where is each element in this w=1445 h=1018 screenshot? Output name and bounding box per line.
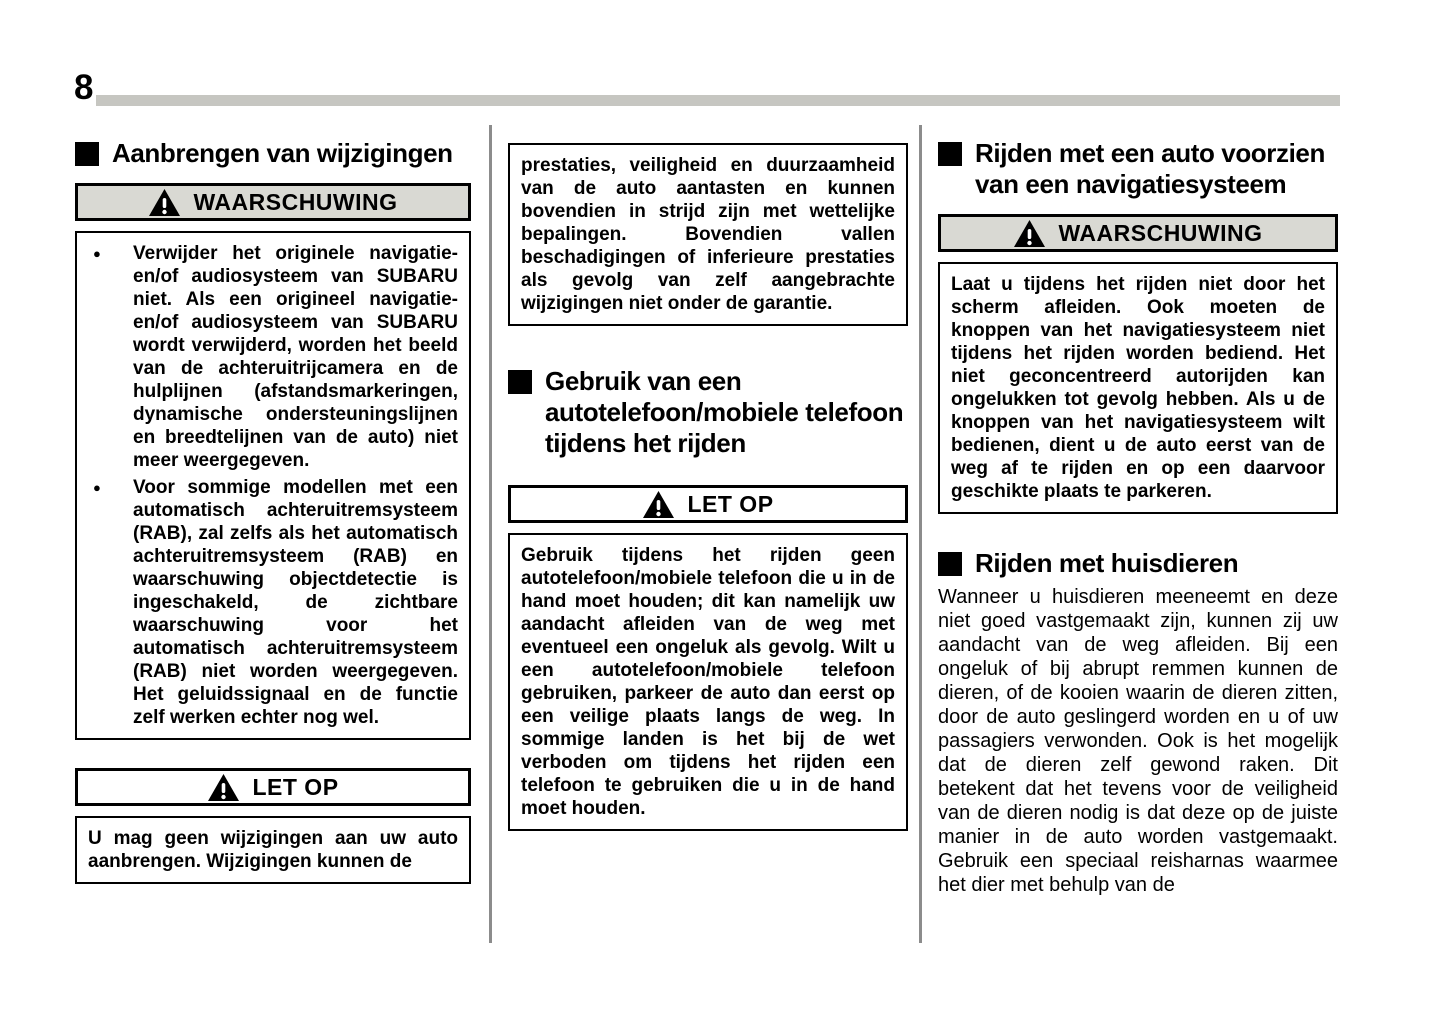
- caution-box-label: LET OP: [252, 773, 339, 800]
- section-heading-text: Aanbrengen van wijzigingen: [112, 138, 453, 168]
- section-marker-icon: [508, 370, 532, 394]
- section-heading-modifications: [75, 138, 471, 169]
- warning-box-label: WAARSCHUWING: [193, 188, 398, 215]
- list-item: [88, 242, 458, 472]
- section-heading-text: Rijden met een auto voorzien van een navigatiesysteem: [975, 138, 1325, 199]
- section-marker-icon: [938, 142, 962, 166]
- column-divider-left: [489, 125, 492, 943]
- header-rule: [96, 95, 1340, 106]
- caution-continuation-box: [508, 143, 908, 326]
- section-heading-pets: [938, 548, 1338, 579]
- caution-text: U mag geen wijzigingen aan uw auto aanbrengen. Wijzigingen kunnen de: [88, 828, 458, 872]
- bullet-icon: ●: [93, 480, 101, 495]
- caution-text: Gebruik tijdens het rijden geen autotelefoon/mobiele telefoon die u in de hand moet houden; dit kan namelijk uw aandacht afleiden van de weg met eventueel een ongeluk als gevolg. Wilt u een autotelefoon/mobiele telefoon gebruiken, parkeer de auto dan eerst op een veilige plaats langs de weg. In sommige landen is het bij de wet verboden om tijdens het rijden een telefoon te gebruiken die u in de hand moet houden.: [521, 545, 895, 819]
- caution-box-body: [75, 816, 471, 884]
- warning-box-label: WAARSCHUWING: [1058, 219, 1263, 246]
- caution-continuation-text: prestaties, veiligheid en duurzaamheid van de auto aantasten en kunnen bovendien in strijd zijn met wettelijke bepalingen. Bovendien vallen beschadigingen of inferieure prestaties als gevolg van zelf aangebrachte wijzigingen niet onder de garantie.: [521, 155, 895, 314]
- caution-box-header: [75, 768, 471, 806]
- warning-text: Laat u tijdens het rijden niet door het scherm afleiden. Ook moeten de knoppen van het navigatiesysteem niet tijdens het rijden worden bediend. Het niet geconcentreerd autorijden kan ongelukken tot gevolg hebben. Als u de knoppen van het navigatiesysteem wilt bedienen, dient u de auto eerst van de weg af te rijden en op een daarvoor geschikte plaats te parkeren.: [951, 274, 1325, 502]
- warning-triangle-icon: [1013, 219, 1046, 248]
- caution-box-body: [508, 533, 908, 831]
- column-1: [75, 138, 471, 884]
- warning-box-body: [75, 231, 471, 740]
- list-item: [88, 476, 458, 729]
- warning-triangle-icon: [148, 188, 181, 217]
- section-heading-phone-use: [508, 366, 908, 459]
- caution-box-label: LET OP: [687, 490, 774, 517]
- warning-triangle-icon: [207, 773, 240, 802]
- warning-box-header: [938, 214, 1338, 252]
- caution-box-header: [508, 485, 908, 523]
- section-heading-navigation: [938, 138, 1338, 200]
- list-item-text: Voor sommige modellen met een automatisch achteruitremsysteem (RAB), zal zelfs als het automatisch achteruitremsysteem (RAB) en waarschuwing objectdetectie is ingeschakeld, de zichtbare waarschuwing voor het automatisch achteruitremsysteem (RAB) niet worden weergegeven. Het geluidssignaal en de functie zelf werken echter nog wel.: [133, 477, 458, 728]
- section-heading-text: Gebruik van een autotelefoon/mobiele telefoon tijdens het rijden: [545, 366, 904, 458]
- section-marker-icon: [75, 142, 99, 166]
- body-paragraph: Wanneer u huisdieren meeneemt en deze niet goed vastgemaakt zijn, kunnen zij uw aandacht van de weg afleiden. Bij een ongeluk of bij abrupt remmen kunnen de dieren, of de kooien waarin de dieren zitten, door de auto geslingerd worden en u of uw passagiers verwonden. Ook is het mogelijk dat de dieren zelf gewond raken. Dit betekent dat het tevens voor de veiligheid van de dieren nodig is dat deze op de juiste manier in de auto worden vastgemaakt. Gebruik een speciaal reisharnas waarmee het dier met behulp van de: [938, 586, 1338, 896]
- column-divider-right: [919, 125, 922, 943]
- column-2: [508, 138, 908, 831]
- warning-triangle-icon: [642, 490, 675, 519]
- bullet-icon: ●: [93, 246, 101, 261]
- column-3: [938, 138, 1338, 897]
- list-item-text: Verwijder het originele navigatie- en/of audiosysteem van SUBARU niet. Als een origineel navigatie- en/of audiosysteem van SUBARU wordt verwijderd, worden het beeld van de achteruitrijcamera en de hulplijnen (afstandsmarkeringen, dynamische ondersteuningslijnen en breedtelijnen van de auto) niet meer weergegeven.: [133, 243, 458, 471]
- section-heading-text: Rijden met huisdieren: [975, 548, 1239, 578]
- warning-box-body: [938, 262, 1338, 514]
- section-marker-icon: [938, 552, 962, 576]
- page-number: 8: [74, 68, 94, 107]
- warning-box-header: [75, 183, 471, 221]
